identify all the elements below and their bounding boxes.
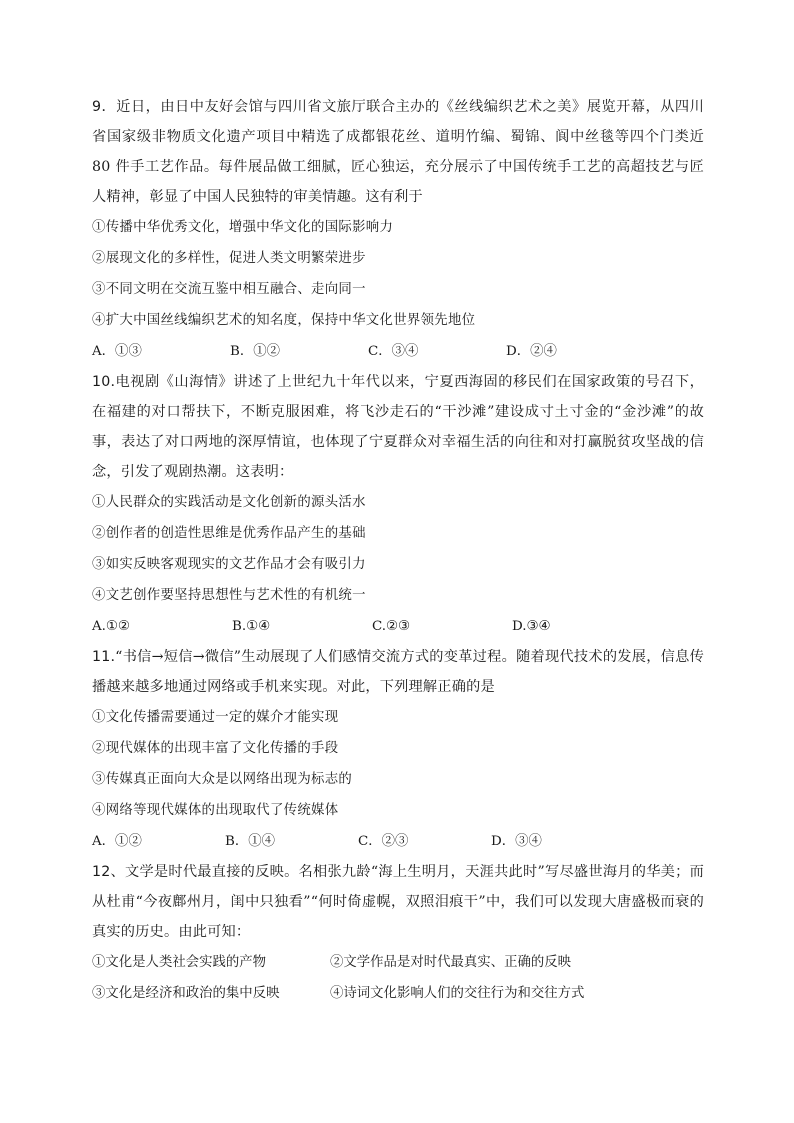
answer-choice-c: C．③④ [368, 344, 419, 359]
question-12 [92, 857, 704, 1009]
statement-option: ①传播中华优秀文化，增强中华文化的国际影响力 [92, 220, 394, 235]
answer-choices [92, 826, 704, 857]
statement-option: ④网络等现代媒体的出现取代了传统媒体 [92, 803, 339, 818]
question-stem [92, 642, 704, 702]
question-text: ．近日，由日中友好会馆与四川省文旅厅联合主办的《丝线编织艺术之美》展览开幕，从四川省国家级非物质文化遗产项目中精选了成都银花丝、道明竹编、蜀锦、阆中丝毯等四个门类近 80 件手工艺作品。每件展品做工细腻，匠心独运，充分展示了中国传统手工艺的高超技艺与匠人精神，彰显了中国人民独特的审美情趣。这有利于 [92, 99, 704, 205]
question-11 [92, 642, 704, 857]
statement-option: ②文学作品是对时代最真实、正确的反映 [330, 955, 572, 970]
statement-option: ③不同文明在交流互鉴中相互融合、走向同一 [92, 282, 366, 297]
answer-choice-a: A.①② [92, 619, 130, 634]
statement-option: ②展现文化的多样性，促进人类文明繁荣进步 [92, 251, 366, 266]
question-text: 、文学是时代最直接的反映。名相张九龄“海上生明月，天涯共此时”写尽盛世海月的华美；而从杜甫“今夜鄜州月，闺中只独看”“何时倚虚幌，双照泪痕干”中，我们可以发现大唐盛极而衰的真实的历史。由此可知： [92, 864, 704, 940]
statement-option: ②创作者的创造性思维是优秀作品产生的基础 [92, 526, 366, 541]
answer-choices [92, 336, 704, 367]
statement-option: ③传媒真正面向大众是以网络出现为标志的 [92, 772, 353, 787]
answer-choice-d: D．③④ [491, 834, 542, 849]
statement-option: ①人民群众的实践活动是文化创新的源头活水 [92, 495, 366, 510]
question-number: 12 [92, 864, 111, 880]
statement-option: ④诗词文化影响人们的交往行为和交往方式 [330, 986, 585, 1001]
question-stem [92, 857, 704, 947]
statement-option: ②现代媒体的出现丰富了文化传播的手段 [92, 741, 339, 756]
answer-choice-d: D．②④ [506, 344, 557, 359]
question-number: 10 [92, 374, 111, 390]
statement-option: ①文化是人类社会实践的产物 [92, 955, 267, 970]
statement-option: ①文化传播需要通过一定的媒介才能实现 [92, 710, 339, 725]
question-9 [92, 92, 704, 367]
answer-choice-b: B．①② [230, 344, 281, 359]
answer-choice-a: A．①③ [92, 344, 142, 359]
question-stem [92, 367, 704, 487]
question-number: 9 [92, 99, 102, 115]
question-text: .“书信→短信→微信”生动展现了人们感情交流方式的变革过程。随着现代技术的发展，信息传播越来越多地通过网络或手机来实现。对此，下列理解正确的是 [92, 649, 704, 695]
answer-choices [92, 611, 704, 642]
answer-choice-b: B.①④ [232, 619, 271, 634]
statement-option-row [92, 947, 704, 978]
answer-choice-a: A．①② [92, 834, 142, 849]
exam-page [92, 92, 704, 1009]
question-stem [92, 92, 704, 212]
question-number: 11 [92, 649, 111, 665]
answer-choice-c: C．②③ [358, 834, 409, 849]
statement-option: ③文化是经济和政治的集中反映 [92, 986, 280, 1001]
question-text: .电视剧《山海情》讲述了上世纪九十年代以来，宁夏西海固的移民们在国家政策的号召下，在福建的对口帮扶下，不断克服困难，将飞沙走石的“干沙滩”建设成寸土寸金的“金沙滩”的故事，表达了对口两地的深厚情谊，也体现了宁夏群众对幸福生活的向往和对打赢脱贫攻坚战的信念，引发了观剧热潮。这表明： [92, 374, 704, 480]
answer-choice-c: C.②③ [372, 619, 411, 634]
answer-choice-b: B．①④ [225, 834, 276, 849]
statement-option-row [92, 978, 704, 1009]
statement-option: ④文艺创作要坚持思想性与艺术性的有机统一 [92, 588, 366, 603]
statement-option: ④扩大中国丝线编织艺术的知名度，保持中华文化世界领先地位 [92, 313, 476, 328]
question-10 [92, 367, 704, 642]
statement-option: ③如实反映客观现实的文艺作品才会有吸引力 [92, 557, 366, 572]
answer-choice-d: D.③④ [512, 619, 551, 634]
